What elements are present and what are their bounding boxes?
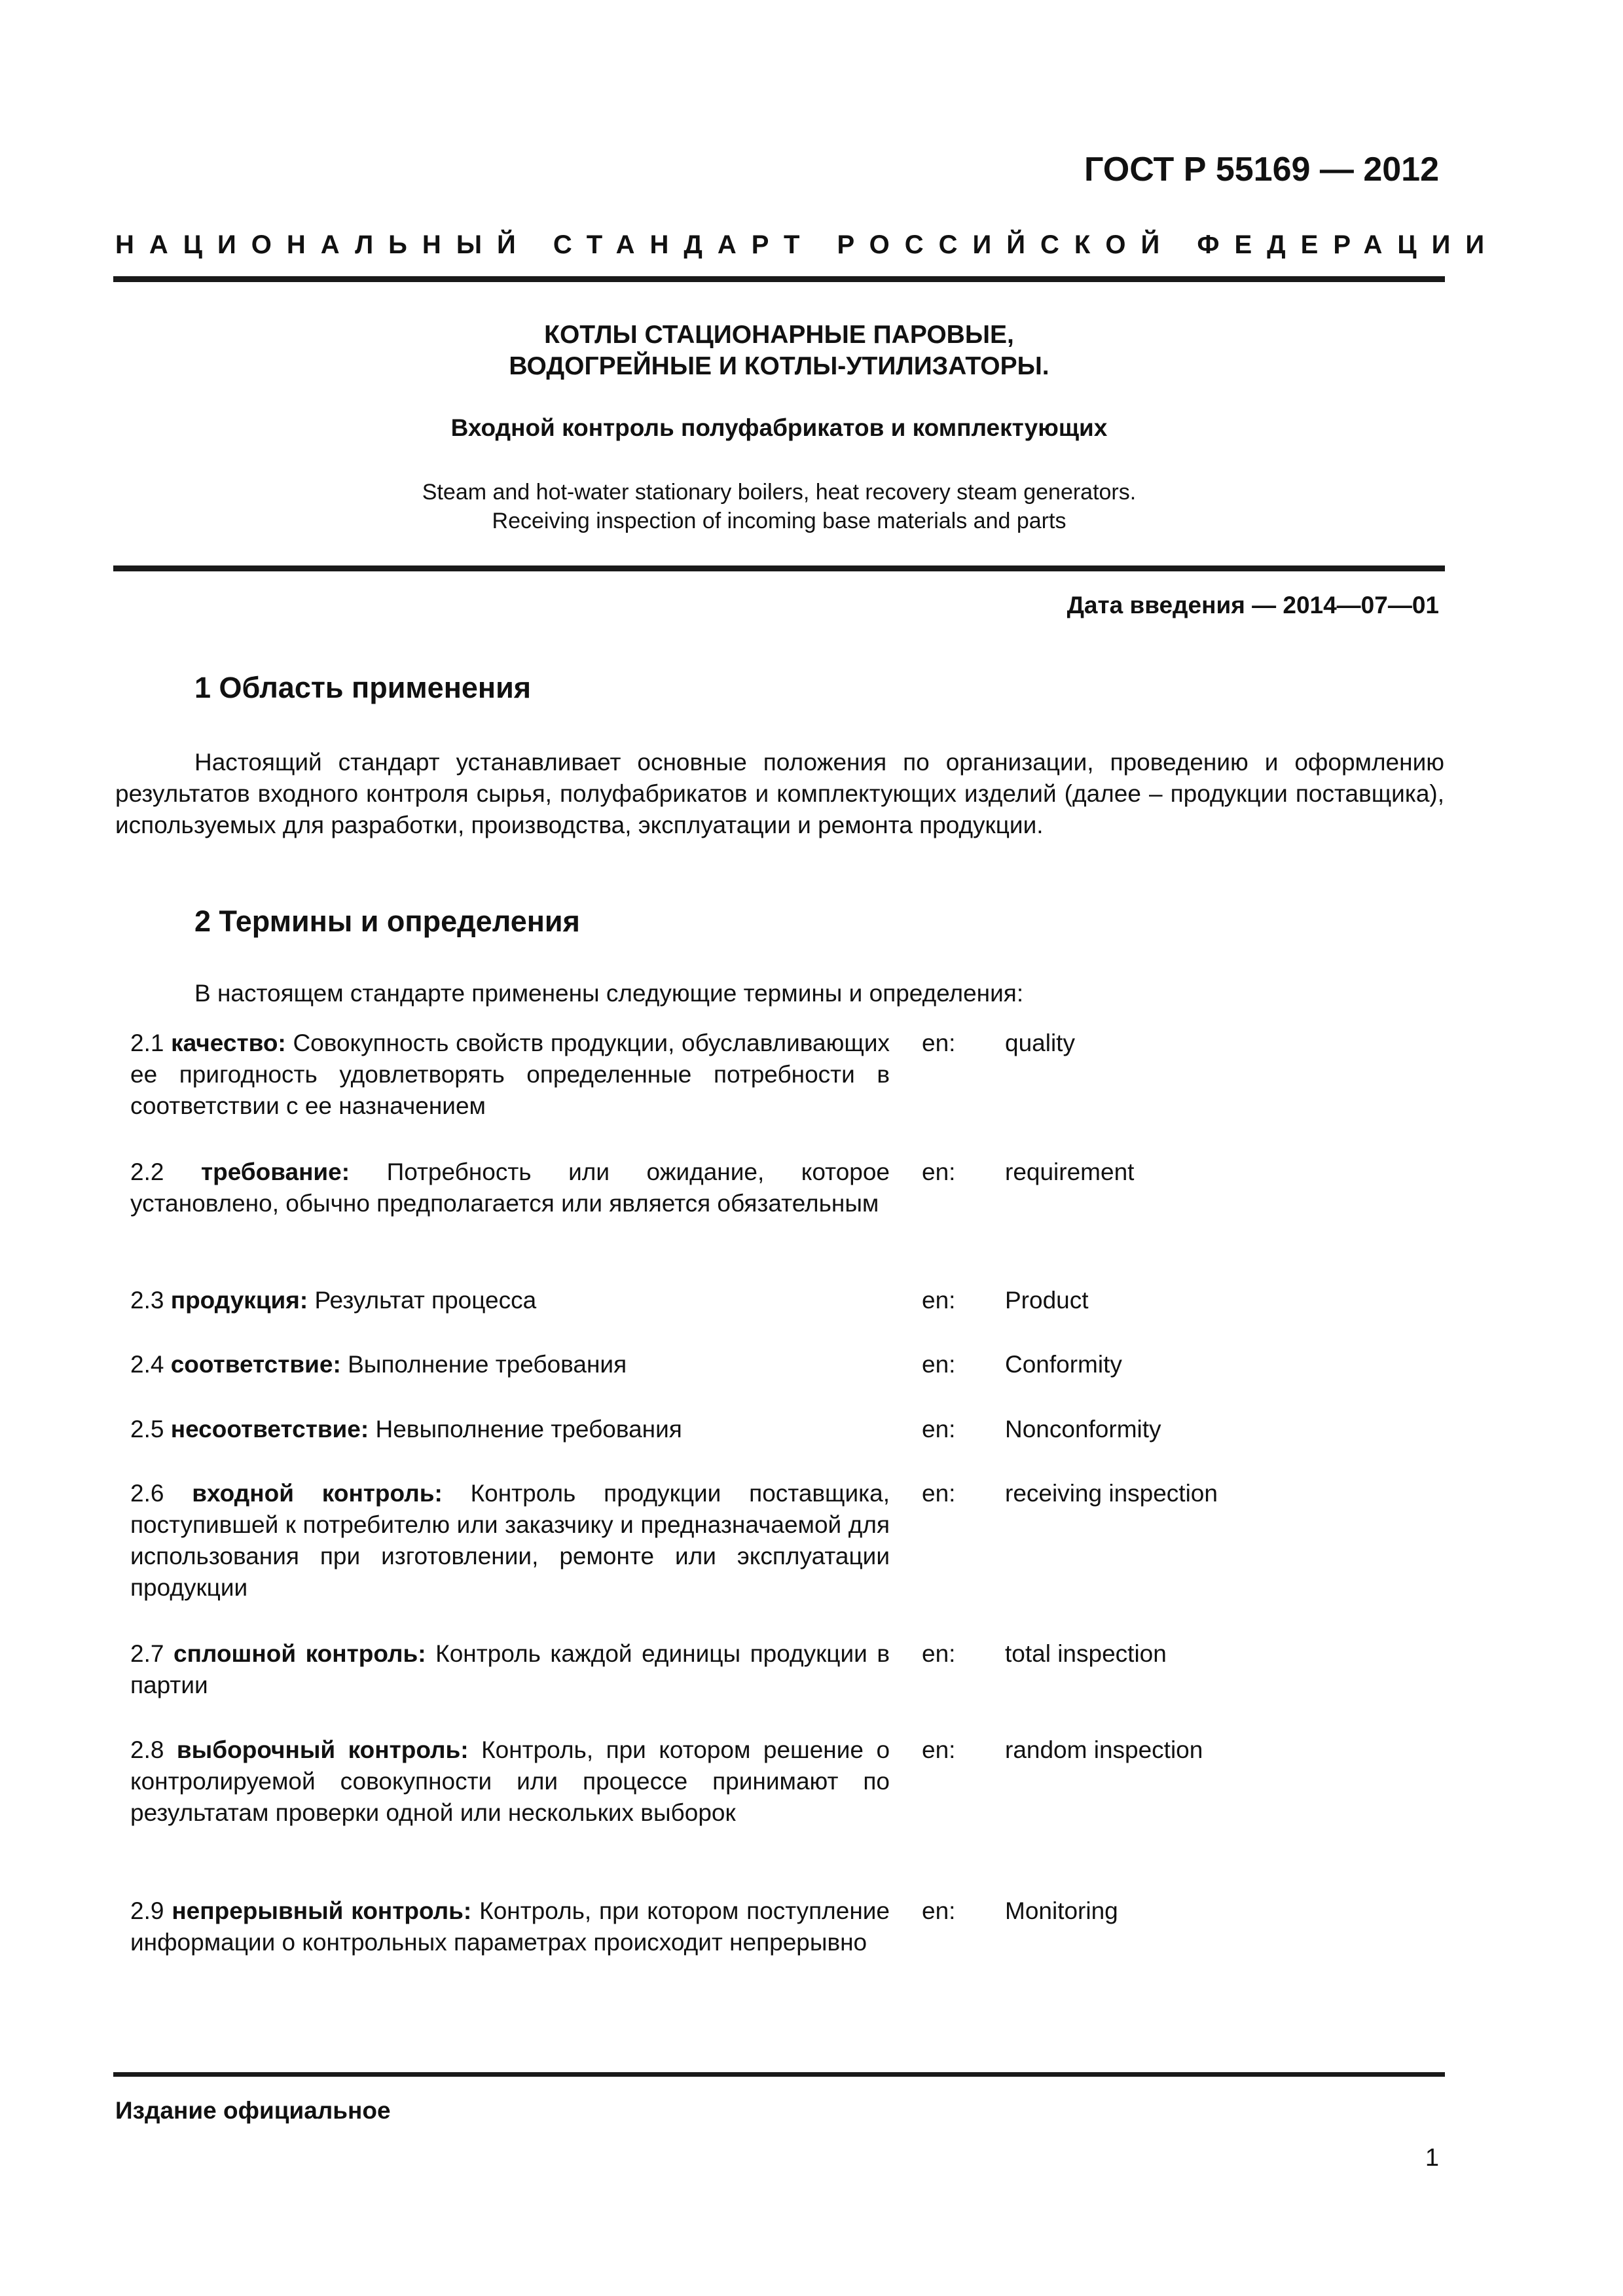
term-text: Контроль каждой единицы продукции в партии bbox=[130, 1640, 890, 1698]
introduction-date: Дата введения — 2014—07—01 bbox=[1067, 592, 1439, 619]
term-definition bbox=[130, 1895, 890, 1958]
term-number: 2.1 bbox=[130, 1030, 164, 1056]
term-name: требование: bbox=[200, 1158, 350, 1185]
term-definition bbox=[130, 1638, 890, 1701]
english-label: en: bbox=[922, 1640, 956, 1667]
english-label: en: bbox=[922, 1158, 956, 1185]
english-term: Monitoring bbox=[1005, 1897, 1118, 1924]
english-title-line-1: Steam and hot-water stationary boilers, heat recovery steam generators. bbox=[422, 480, 1137, 505]
english-term: receiving inspection bbox=[1005, 1480, 1218, 1507]
title-divider bbox=[113, 565, 1445, 571]
national-standard-banner: НАЦИОНАЛЬНЫЙ СТАНДАРТ РОССИЙСКОЙ ФЕДЕРАЦИИ bbox=[115, 230, 1500, 259]
english-term: Conformity bbox=[1005, 1351, 1122, 1378]
term-name: качество: bbox=[171, 1030, 286, 1056]
term-name: входной контроль: bbox=[192, 1480, 443, 1507]
term-number: 2.8 bbox=[130, 1736, 164, 1763]
term-number: 2.6 bbox=[130, 1480, 164, 1507]
term-name: соответствие: bbox=[170, 1351, 341, 1378]
term-definition bbox=[130, 1285, 890, 1316]
section-1-heading: 1 Область применения bbox=[194, 671, 532, 704]
footer-divider bbox=[113, 2072, 1445, 2077]
scope-paragraph: Настоящий стандарт устанавливает основные положения по организации, проведению и оформлению результатов входного контроля сырья, полуфабрикатов и комплектующих изделий (далее – продукции поставщика), используемых для разработки, производства, эксплуатации и ремонта продукции. bbox=[115, 749, 1444, 838]
term-name: продукция: bbox=[170, 1287, 308, 1314]
english-title-line-2: Receiving inspection of incoming base materials and parts bbox=[492, 509, 1067, 533]
russian-title bbox=[113, 319, 1445, 382]
term-name: несоответствие: bbox=[170, 1416, 369, 1443]
term-name: выборочный контроль: bbox=[176, 1736, 469, 1763]
english-label: en: bbox=[922, 1030, 956, 1056]
term-definition bbox=[130, 1414, 890, 1445]
term-definition bbox=[130, 1157, 890, 1219]
english-term: random inspection bbox=[1005, 1736, 1203, 1763]
english-label: en: bbox=[922, 1480, 956, 1507]
english-label: en: bbox=[922, 1351, 956, 1378]
english-label: en: bbox=[922, 1287, 956, 1314]
section-2-heading: 2 Термины и определения bbox=[194, 905, 580, 938]
term-definition bbox=[130, 1028, 890, 1122]
page-number: 1 bbox=[1425, 2144, 1439, 2172]
english-label: en: bbox=[922, 1736, 956, 1763]
term-text: Совокупность свойств продукции, обуславливающих ее пригодность удовлетворять определенные потребности в соответствии с ее назначением bbox=[130, 1030, 890, 1119]
term-name: сплошной контроль: bbox=[173, 1640, 426, 1667]
term-number: 2.3 bbox=[130, 1287, 164, 1314]
russian-title-line-2: ВОДОГРЕЙНЫЕ И КОТЛЫ-УТИЛИЗАТОРЫ. bbox=[509, 352, 1049, 380]
terms-intro: В настоящем стандарте применены следующие термины и определения: bbox=[194, 980, 1024, 1007]
term-name: непрерывный контроль: bbox=[172, 1897, 472, 1924]
english-term: quality bbox=[1005, 1030, 1075, 1056]
official-edition-label: Издание официальное bbox=[115, 2097, 391, 2124]
term-text: Потребность или ожидание, которое установлено, обычно предполагается или является обязательным bbox=[130, 1158, 890, 1217]
english-term: total inspection bbox=[1005, 1640, 1167, 1667]
term-text: Контроль, при котором поступление информации о контрольных параметрах происходит непрерывно bbox=[130, 1897, 890, 1956]
term-text: Выполнение требования bbox=[348, 1351, 627, 1378]
english-term: requirement bbox=[1005, 1158, 1135, 1185]
term-number: 2.7 bbox=[130, 1640, 164, 1667]
term-definition bbox=[130, 1734, 890, 1829]
term-text: Невыполнение требования bbox=[375, 1416, 682, 1443]
english-term: Product bbox=[1005, 1287, 1089, 1314]
term-definition bbox=[130, 1349, 890, 1380]
term-text: Контроль продукции поставщика, поступившей к потребителю или заказчику и предназначаемой для использования при изготовлении, ремонте или эксплуатации продукции bbox=[130, 1480, 890, 1601]
term-text: Результат процесса bbox=[314, 1287, 537, 1314]
term-text: Контроль, при котором решение о контролируемой совокупности или процессе принимают по результатам проверки одной или нескольких выборок bbox=[130, 1736, 890, 1826]
term-number: 2.2 bbox=[130, 1158, 164, 1185]
english-label: en: bbox=[922, 1897, 956, 1924]
top-divider bbox=[113, 276, 1445, 282]
russian-title-line-1: КОТЛЫ СТАЦИОНАРНЫЕ ПАРОВЫЕ, bbox=[544, 321, 1014, 349]
document-number: ГОСТ Р 55169 — 2012 bbox=[1084, 151, 1439, 188]
english-label: en: bbox=[922, 1416, 956, 1443]
term-number: 2.9 bbox=[130, 1897, 164, 1924]
english-term: Nonconformity bbox=[1005, 1416, 1161, 1443]
term-definition bbox=[130, 1478, 890, 1604]
russian-subtitle: Входной контроль полуфабрикатов и комплектующих bbox=[450, 414, 1108, 441]
english-title bbox=[113, 478, 1445, 535]
term-number: 2.4 bbox=[130, 1351, 164, 1378]
term-number: 2.5 bbox=[130, 1416, 164, 1443]
